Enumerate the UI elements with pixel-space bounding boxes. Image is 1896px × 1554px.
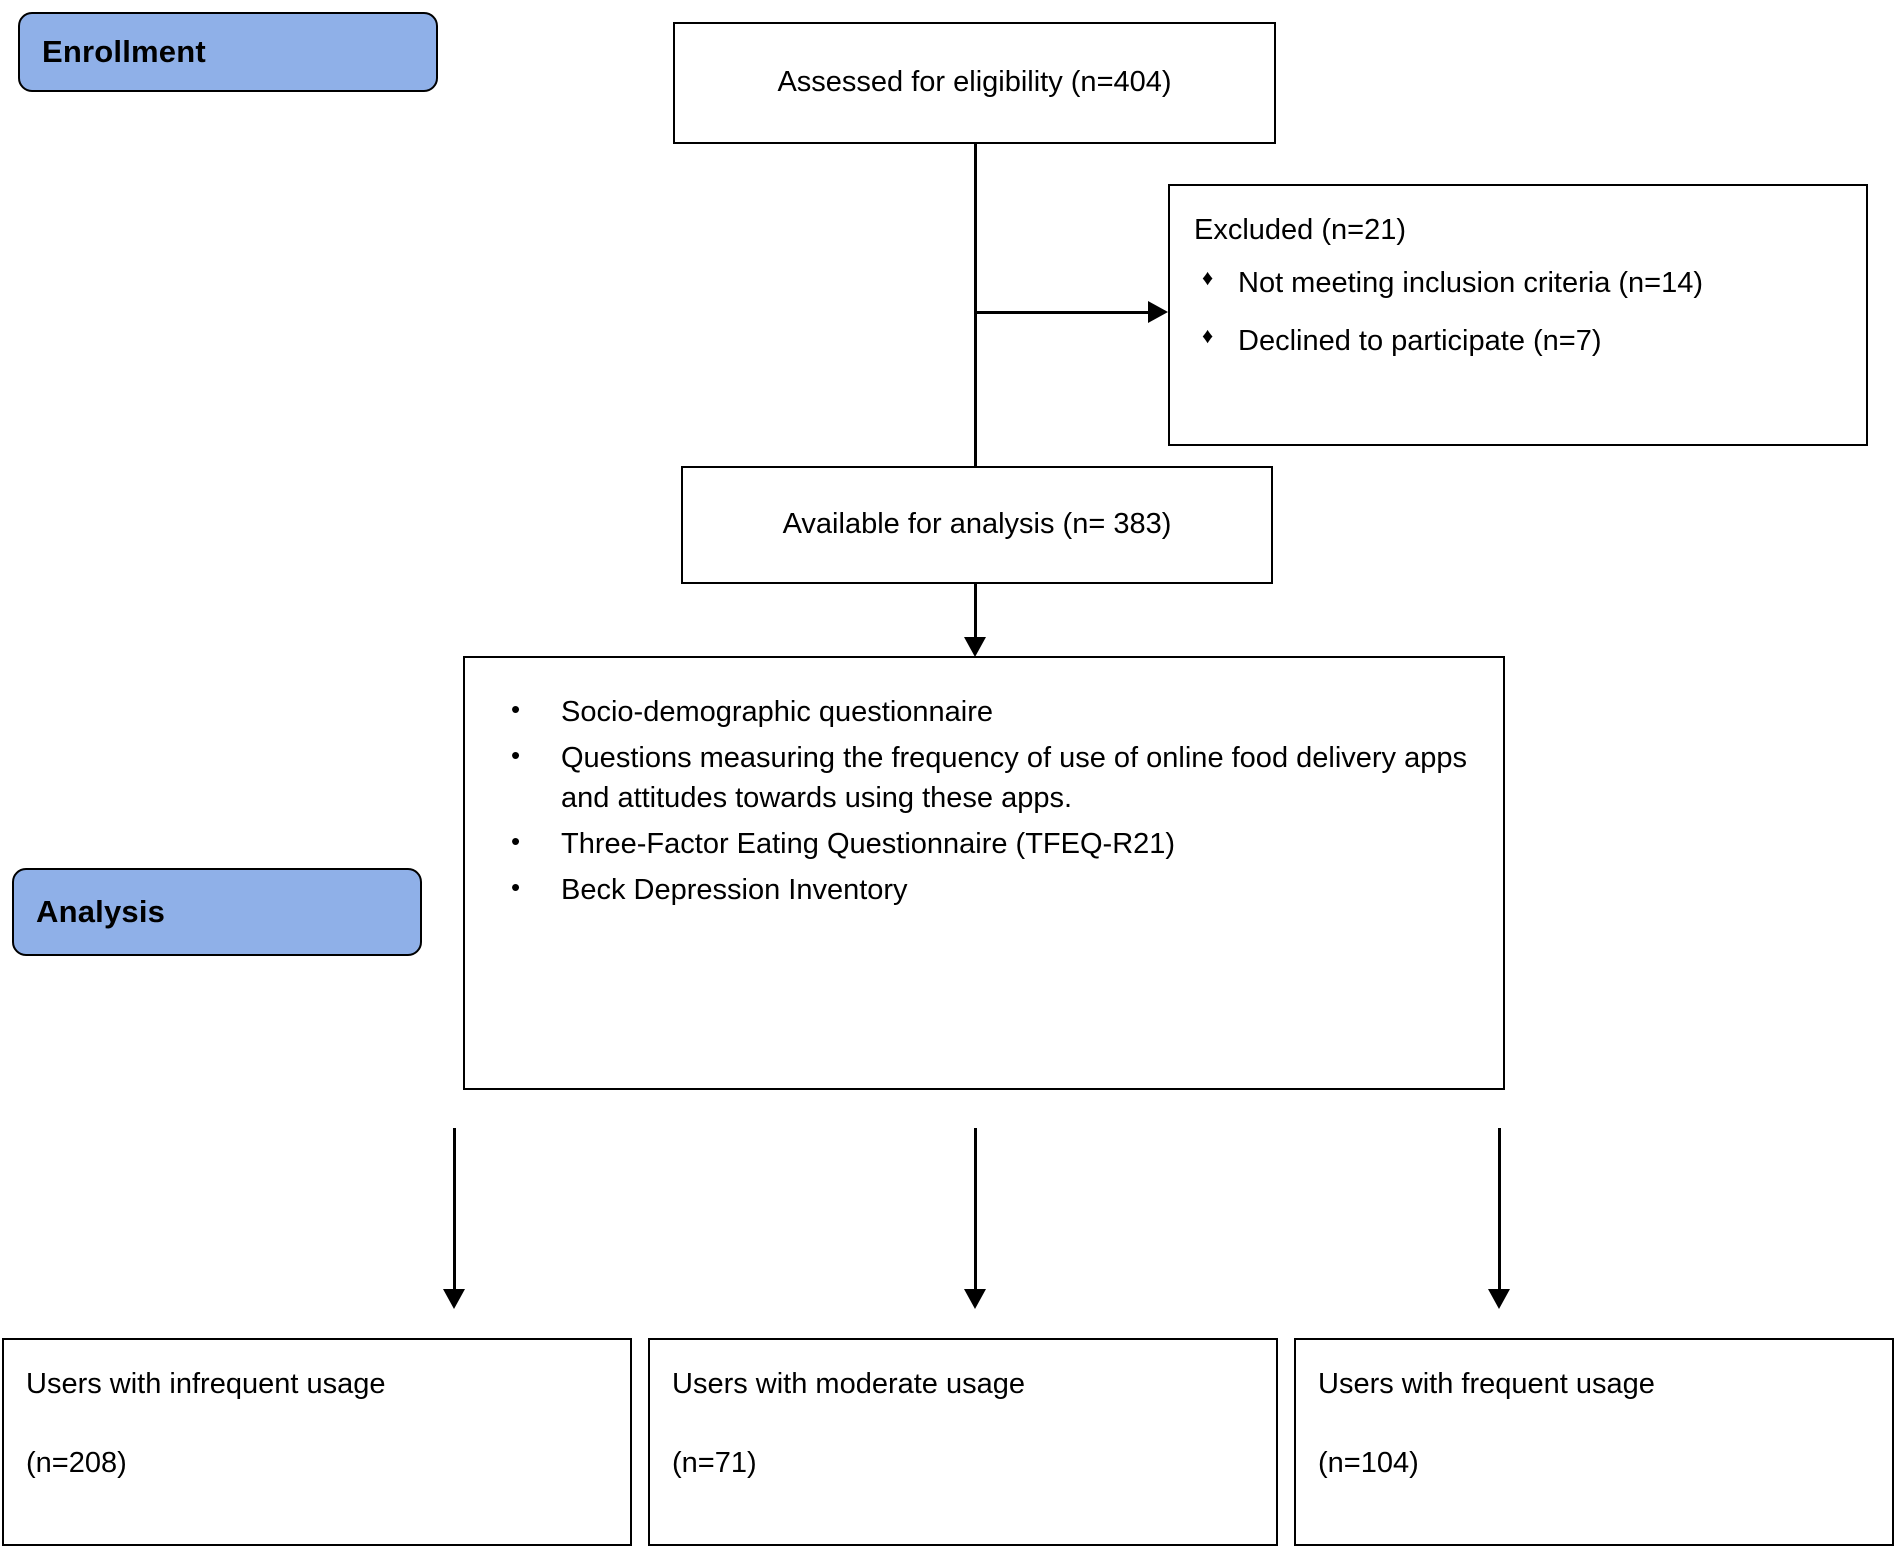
stage-label-analysis: Analysis [36,894,166,929]
node-assessed-text: Assessed for eligibility (n=404) [777,66,1172,99]
node-assessed-for-eligibility [673,22,1276,144]
stage-pill-analysis [12,868,422,956]
list-item [483,870,1485,910]
stage-pill-enrollment [18,12,438,92]
diamond-bullet-icon: ♦ [1202,265,1214,290]
arrowhead-to-outcome-1 [443,1289,465,1309]
measures-list [483,692,1485,910]
excluded-reason-list [1194,265,1842,360]
excluded-reason-text: Not meeting inclusion criteria (n=14) [1238,267,1704,299]
list-item [1194,323,1842,361]
connector-to-outcome-1 [453,1128,456,1298]
connector-assessed-to-available [974,144,977,466]
node-outcome-moderate [648,1338,1278,1546]
node-excluded [1168,184,1868,446]
list-item [483,824,1485,864]
arrowhead-to-outcome-2 [964,1289,986,1309]
bullet-icon: • [511,872,521,903]
excluded-reason-text: Declined to participate (n=7) [1238,324,1602,357]
list-item [483,692,1485,732]
node-outcome-frequent [1294,1338,1894,1546]
measure-text: Beck Depression Inventory [561,874,908,907]
measure-text: Three-Factor Eating Questionnaire (TFEQ-R21) [561,828,1176,861]
outcome-label: Users with frequent usage [1318,1368,1655,1400]
excluded-title: Excluded (n=21) [1194,214,1406,246]
node-available-text: Available for analysis (n= 383) [782,508,1172,541]
node-measures [463,656,1505,1090]
arrowhead-to-excluded [1148,301,1168,323]
diamond-bullet-icon: ♦ [1202,322,1214,348]
stage-label-enrollment: Enrollment [42,34,206,69]
outcome-label: Users with moderate usage [672,1368,1025,1400]
list-item [1194,265,1842,303]
measure-text: Socio-demographic questionnaire [561,696,994,728]
node-available-for-analysis [681,466,1273,584]
arrowhead-to-measures [964,637,986,657]
arrowhead-to-outcome-3 [1488,1289,1510,1309]
outcome-count: (n=208) [26,1447,127,1479]
bullet-icon: • [511,740,521,771]
outcome-count: (n=71) [672,1447,757,1479]
measure-text: Questions measuring the frequency of use of online food delivery apps and attitudes towards using these apps. [561,742,1467,815]
outcome-label: Users with infrequent usage [26,1368,386,1400]
connector-to-outcome-2 [974,1128,977,1298]
bullet-icon: • [511,694,521,724]
connector-to-excluded [974,311,1154,314]
outcome-count: (n=104) [1318,1447,1419,1479]
node-outcome-infrequent [2,1338,632,1546]
bullet-icon: • [511,826,521,857]
connector-to-outcome-3 [1498,1128,1501,1298]
list-item [483,738,1485,818]
